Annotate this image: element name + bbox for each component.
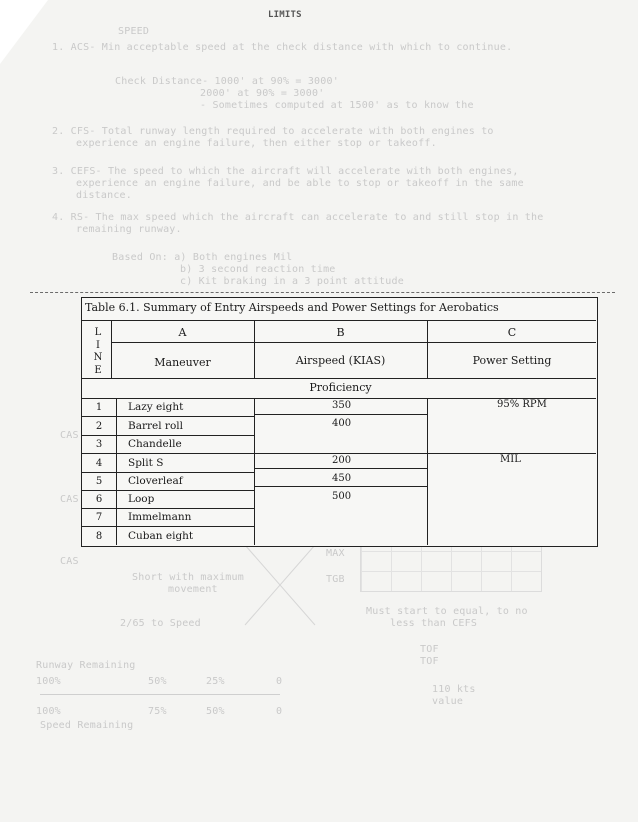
background-fragment: value xyxy=(432,696,464,707)
background-line: b) 3 second reaction time xyxy=(180,264,336,275)
airspeed-value: 450 xyxy=(332,473,352,484)
background-fragment: 2/65 to Speed xyxy=(120,618,201,629)
aerobatics-table xyxy=(81,297,598,547)
column-letter: C xyxy=(507,326,517,339)
line-number: 1 xyxy=(95,402,103,413)
axis-tick: 0 xyxy=(276,706,283,717)
axis-tick: 25% xyxy=(206,676,225,687)
dashed-rule xyxy=(30,292,615,293)
background-heading: LIMITS xyxy=(268,10,302,20)
background-side-label: CAS xyxy=(60,556,79,567)
background-line: Based On: a) Both engines Mil xyxy=(112,252,293,263)
maneuver-name: Chandelle xyxy=(128,438,182,450)
power-setting: 95% RPM xyxy=(497,399,547,410)
airspeed-value: 400 xyxy=(332,418,352,429)
background-line: Check Distance- 1000' at 90% = 3000' xyxy=(115,76,339,87)
title-divider xyxy=(82,320,596,321)
background-side-label: CAS xyxy=(60,494,79,505)
background-fragment: 110 kts xyxy=(432,684,476,695)
grid-label: TGB xyxy=(326,574,345,585)
column-header-power: Power Setting xyxy=(472,354,552,367)
maneuver-name: Lazy eight xyxy=(128,401,184,413)
maneuver-name: Loop xyxy=(128,493,155,505)
power-setting: MIL xyxy=(500,454,521,465)
axis-tick: 0 xyxy=(276,676,283,687)
background-fragment: SPEED xyxy=(118,26,150,37)
background-fragment: movement xyxy=(168,584,218,595)
table-title: Table 6.1. Summary of Entry Airspeeds and Power Settings for Aerobatics xyxy=(85,301,499,314)
line-number: 5 xyxy=(95,476,103,487)
axis-tick: 50% xyxy=(206,706,225,717)
axis-tick: 100% xyxy=(36,676,61,687)
background-line: distance. xyxy=(76,190,132,201)
maneuver-name: Split S xyxy=(128,457,164,469)
section-label: Proficiency xyxy=(309,381,372,394)
grid-label: MAX xyxy=(326,548,345,559)
maneuver-name: Barrel roll xyxy=(128,420,183,432)
line-number: 4 xyxy=(95,458,103,469)
background-line: 4. RS- The max speed which the aircraft can accelerate to and still stop in the xyxy=(52,212,544,223)
line-column-header: L I N E xyxy=(93,327,103,376)
axis-tick: 75% xyxy=(148,706,167,717)
line-number: 3 xyxy=(95,439,103,450)
column-header-maneuver: Maneuver xyxy=(154,356,211,369)
airspeed-value: 500 xyxy=(332,491,352,502)
column-letter: B xyxy=(336,326,345,339)
folded-corner xyxy=(0,0,48,64)
background-fragment: Must start to equal, to no xyxy=(366,606,528,617)
background-fragment: Speed Remaining xyxy=(40,720,134,731)
axis-tick: 100% xyxy=(36,706,61,717)
background-side-label: CAS xyxy=(60,430,79,441)
background-line: 2000' at 90% = 3000' xyxy=(200,88,325,99)
line-number: 7 xyxy=(95,512,103,523)
background-line: 2. CFS- Total runway length required to accelerate with both engines to xyxy=(52,126,494,137)
background-line: experience an engine failure, then either stop or takeoff. xyxy=(76,138,437,149)
background-fragment: Short with maximum xyxy=(132,572,244,583)
maneuver-name: Immelmann xyxy=(128,511,192,523)
background-line: c) Kit braking in a 3 point attitude xyxy=(180,276,404,287)
line-number: 6 xyxy=(95,494,103,505)
background-fragment: TOF xyxy=(420,656,439,667)
column-header-airspeed: Airspeed (KIAS) xyxy=(295,354,386,367)
background-fragment: less than CEFS xyxy=(390,618,478,629)
background-line: remaining runway. xyxy=(76,224,182,235)
line-number: 2 xyxy=(95,421,103,432)
airspeed-value: 350 xyxy=(332,400,352,411)
background-fragment: TOF xyxy=(420,644,439,655)
background-line: 3. CEFS- The speed to which the aircraft will accelerate with both engines, xyxy=(52,166,519,177)
background-fragment: Runway Remaining xyxy=(36,660,136,671)
maneuver-name: Cloverleaf xyxy=(128,475,183,487)
background-line: - Sometimes computed at 1500' as to know the xyxy=(200,100,474,111)
column-letter: A xyxy=(178,326,187,339)
background-line: experience an engine failure, and be able to stop or takeoff in the same xyxy=(76,178,524,189)
airspeed-value: 200 xyxy=(332,455,352,466)
maneuver-name: Cuban eight xyxy=(128,530,194,542)
axis-tick: 50% xyxy=(148,676,167,687)
faint-diagram-lines xyxy=(240,540,320,630)
faint-axis xyxy=(40,694,280,695)
line-number: 8 xyxy=(95,531,103,542)
background-line: 1. ACS- Min acceptable speed at the check distance with which to continue. xyxy=(52,42,513,53)
